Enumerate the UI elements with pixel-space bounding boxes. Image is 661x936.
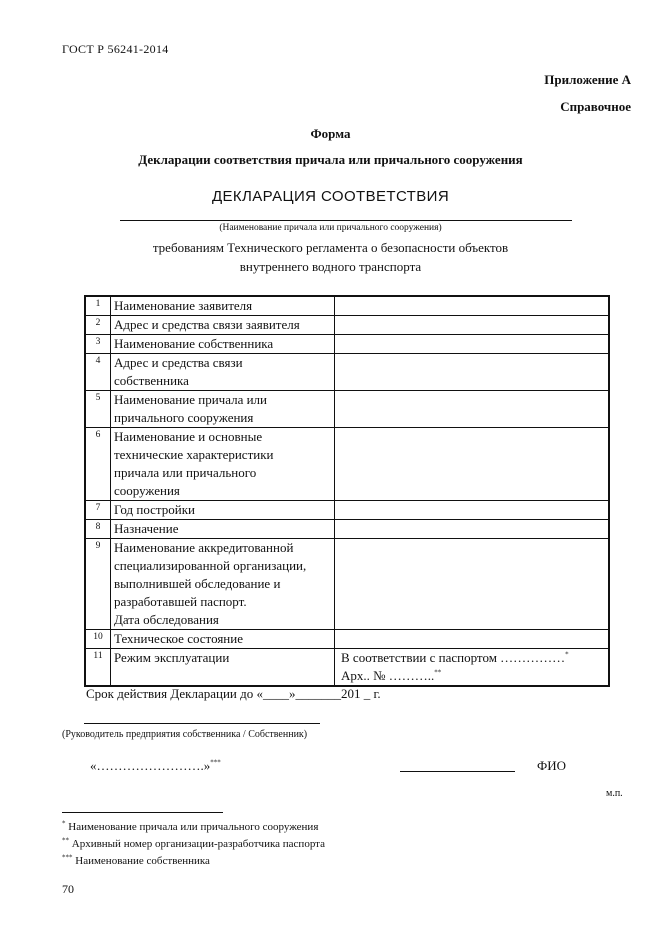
- row-value: [335, 335, 610, 354]
- appendix-label: Приложение А: [544, 72, 631, 87]
- stamp-label: м.п.: [606, 788, 623, 799]
- row-value: [335, 391, 610, 428]
- requirements-line-1: требованиям Технического регламента о безопасности объектов: [152, 240, 509, 255]
- row-label: Наименование и основные технические характеристики причала или причального сооружения: [111, 428, 335, 501]
- signature-caption: (Руководитель предприятия собственника / Собственник): [62, 729, 308, 740]
- declaration-table: [84, 295, 610, 687]
- footnote-separator: [62, 812, 223, 813]
- row-number: 8: [85, 520, 111, 539]
- table-row: [85, 539, 609, 630]
- table-row: [85, 501, 609, 520]
- signature-line: [84, 723, 320, 724]
- row-label: Год постройки: [111, 501, 335, 520]
- row-value: [335, 296, 610, 316]
- declaration-title: ДЕКЛАРАЦИЯ СООТВЕТСТВИЯ: [211, 188, 450, 205]
- form-subtitle: Декларации соответствия причала или причального сооружения: [138, 152, 523, 167]
- table-row: [85, 335, 609, 354]
- table-row: [85, 428, 609, 501]
- fio-label: ФИО: [537, 758, 567, 773]
- row-label: Наименование причала или причального сооружения: [111, 391, 335, 428]
- standard-code: ГОСТ Р 56241-2014: [62, 42, 169, 56]
- row-value: [335, 539, 610, 630]
- row-number: 1: [85, 296, 111, 316]
- object-name-caption: (Наименование причала или причального сооружения): [219, 223, 442, 233]
- footnote-mark: ***: [210, 758, 221, 767]
- row-number: 9: [85, 539, 111, 630]
- appendix-type: Справочное: [560, 99, 631, 114]
- row-value: [335, 520, 610, 539]
- row-value: [335, 630, 610, 649]
- footnote-3: *** Наименование собственника: [62, 853, 210, 867]
- row-number: 2: [85, 316, 111, 335]
- table-row: [85, 520, 609, 539]
- footnote-mark: **: [434, 668, 442, 677]
- table-row: [85, 649, 609, 687]
- table-row: [85, 391, 609, 428]
- row-label: Назначение: [111, 520, 335, 539]
- row-value: [335, 428, 610, 501]
- row-number: 3: [85, 335, 111, 354]
- footnote-2: ** Архивный номер организации-разработчика паспорта: [62, 836, 325, 850]
- row-value: В соответствии с паспортом ……………* Арх.. № ………..**: [335, 649, 610, 687]
- page-number: 70: [62, 882, 74, 896]
- fio-signature-line: [400, 771, 515, 772]
- row-number: 4: [85, 354, 111, 391]
- footnote-mark: *: [565, 650, 569, 659]
- row-label: Наименование собственника: [111, 335, 335, 354]
- row-number: 10: [85, 630, 111, 649]
- row-label: Наименование заявителя: [111, 296, 335, 316]
- validity-line: Срок действия Декларации до «____»_______201 _ г.: [86, 686, 381, 701]
- row-label: Адрес и средства связи заявителя: [111, 316, 335, 335]
- row-value: [335, 316, 610, 335]
- row-label: Техническое состояние: [111, 630, 335, 649]
- row-label: Режим эксплуатации: [111, 649, 335, 687]
- table-row: [85, 316, 609, 335]
- table-row: [85, 296, 609, 316]
- object-name-line: [120, 220, 572, 221]
- table-row: [85, 354, 609, 391]
- footnote-1: * Наименование причала или причального сооружения: [62, 819, 319, 833]
- row-number: 11: [85, 649, 111, 687]
- row-number: 6: [85, 428, 111, 501]
- row-label: Наименование аккредитованной специализированной организации, выполнившей обследование и разработавшей паспорт. Дата обследования: [111, 539, 335, 630]
- row-label: Адрес и средства связи собственника: [111, 354, 335, 391]
- row-number: 7: [85, 501, 111, 520]
- form-heading: Форма: [310, 126, 351, 141]
- row-value: [335, 501, 610, 520]
- row-value: [335, 354, 610, 391]
- table-row: [85, 630, 609, 649]
- date-line: «…………………….»***: [90, 758, 221, 773]
- requirements-line-2: внутреннего водного транспорта: [239, 259, 422, 274]
- row-number: 5: [85, 391, 111, 428]
